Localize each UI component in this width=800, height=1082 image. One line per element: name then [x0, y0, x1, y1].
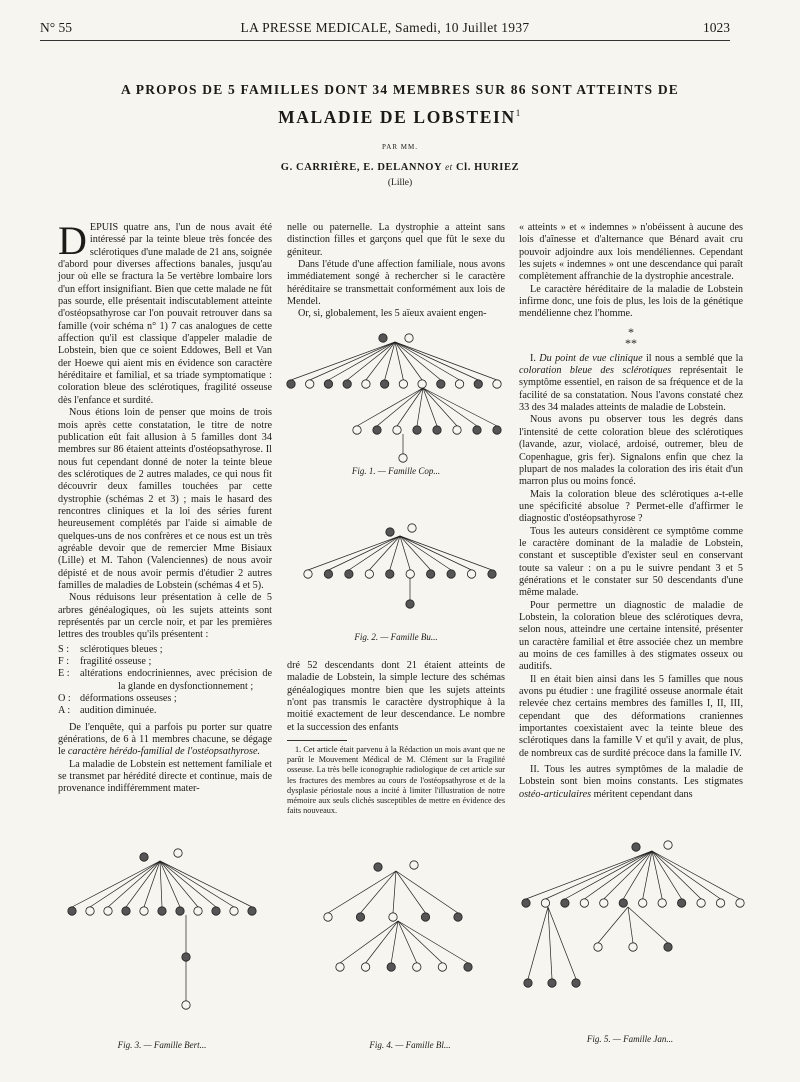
pedigree-node: [580, 899, 588, 907]
pedigree-link: [652, 851, 721, 899]
pedigree-link: [423, 388, 497, 426]
legend-item: [58, 644, 272, 656]
pedigree-link: [584, 851, 652, 899]
pedigree-node: [212, 907, 220, 915]
pedigree-node: [488, 570, 496, 578]
pedigree-node: [379, 334, 387, 342]
pedigree-node: [405, 334, 413, 342]
article-title-line2: [0, 107, 800, 128]
pedigree-node: [437, 380, 445, 388]
author-1: G. CARRIÈRE, E. DELANNOY: [280, 162, 442, 173]
pedigree-link: [160, 861, 252, 907]
emphasis: caractère hérédo-familial de l'ostéopsathyrose.: [67, 746, 261, 758]
legend-key: F :: [58, 656, 70, 668]
pedigree-node: [410, 861, 418, 869]
pedigree-link: [357, 388, 423, 426]
pedigree-node: [413, 963, 421, 971]
pedigree-node: [541, 899, 549, 907]
pedigree-link: [328, 536, 400, 570]
pedigree-node: [182, 1001, 190, 1009]
pedigree-link: [652, 851, 682, 899]
section-asterism: * **: [625, 324, 637, 350]
paragraph: Pour permettre un diagnostic de maladie de Lobstein, la coloration bleue des sclérotiques devra, selon nous, atteindre une certaine intensité, présenter un caractère familial et être associée chez un membre au moins de ces familles à des stigmates osseux ou auditifs.: [519, 599, 743, 673]
pedigree-node: [324, 380, 332, 388]
pedigree-link: [393, 871, 396, 913]
pedigree-node: [406, 600, 414, 608]
pedigree-node: [464, 963, 472, 971]
pedigree-link: [400, 536, 492, 570]
opening-word: EPUIS: [89, 222, 119, 233]
pedigree-link: [628, 907, 633, 943]
legend-item: [58, 668, 272, 693]
paragraph: Le caractère héréditaire de la maladie de Lobstein infirme donc, une fois de plus, les lois de la génétique mendélienne chez l'homme.: [519, 283, 743, 320]
pedigree-link: [628, 907, 668, 943]
pedigree-node: [374, 863, 382, 871]
pedigree-link: [417, 388, 423, 426]
pedigree-figure-3: [62, 845, 262, 1025]
pedigree-node: [380, 380, 388, 388]
pedigree-link: [398, 921, 442, 963]
pedigree-link: [652, 851, 662, 899]
pedigree-node: [386, 570, 394, 578]
pedigree-node: [455, 380, 463, 388]
article-title-line1: A PROPOS DE 5 FAMILLES DONT 34 MEMBRES SUR 86 SONT ATTEINTS DE: [121, 82, 679, 97]
legend-item: [58, 705, 272, 717]
pedigree-link: [545, 851, 652, 899]
pedigree-node: [336, 963, 344, 971]
pedigree-link: [398, 921, 468, 963]
authors: [0, 162, 800, 173]
figure-caption-4: Fig. 4. — Famille Bl...: [369, 1040, 451, 1050]
pedigree-link: [565, 851, 652, 899]
column-2: [287, 222, 505, 321]
pedigree-link: [652, 851, 701, 899]
pedigree-node: [433, 426, 441, 434]
pedigree-node: [86, 907, 94, 915]
pedigree-link: [400, 536, 451, 570]
pedigree-node: [467, 570, 475, 578]
pedigree-link: [126, 861, 160, 907]
pedigree-link: [160, 861, 234, 907]
pedigree-node: [122, 907, 130, 915]
pedigree-node: [345, 570, 353, 578]
pedigree-link: [385, 342, 395, 380]
author-conjunction: et: [445, 162, 453, 172]
pedigree-node: [493, 426, 501, 434]
legend-value: audition diminuée.: [80, 705, 157, 717]
pedigree-link: [340, 921, 398, 963]
pedigree-node: [474, 380, 482, 388]
pedigree-node: [387, 963, 395, 971]
pedigree-link: [377, 388, 423, 426]
paragraph: Nous avons pu observer tous les degrés dans l'intensité de cette coloration bleue des sclérotiques (lavande, azur, violacé, ardoisé, outremer, bleu de Copenhague, gris fer). Signalons enfin que chez la plupart de nos malades la coloration des iris était d'un marron plus ou moins foncé.: [519, 414, 743, 488]
footnote-mark: 1: [515, 108, 522, 119]
paragraph: [58, 722, 272, 759]
pedigree-link: [598, 907, 628, 943]
pedigree-link: [548, 907, 552, 979]
paragraph: Mais la coloration bleue des sclérotiques a-t-elle une spécificité absolue ? Permet-elle d'affirmer le diagnostic d'ostéopsathyrose ?: [519, 488, 743, 525]
pedigree-node: [639, 899, 647, 907]
pedigree-link: [160, 861, 180, 907]
pedigree-node: [176, 907, 184, 915]
pedigree-node: [140, 907, 148, 915]
symptom-legend: [58, 644, 272, 718]
pedigree-link: [423, 388, 437, 426]
pedigree-link: [349, 536, 400, 570]
pedigree-node: [343, 380, 351, 388]
pedigree-node: [421, 913, 429, 921]
paragraph: [58, 218, 272, 407]
paragraph: La maladie de Lobstein est nettement familiale et se transmet par hérédité directe et continue, mais de provenance indifféremment mater-: [58, 758, 272, 795]
pedigree-link: [328, 342, 395, 380]
paragraph-text: quatre ans, l'un de nous avait été intéressé par la teinte bleue très foncée des sclérotiques d'une malade de 21 ans, soignée d'abord pour diverses affections banales, jusqu'au jour où elle se fractura la 5e vertèbre lombaire lors d'un effort insignifiant. Bien que cette malade ne fût pas sourde, elle présentait indiscutablement atteinte d'ostéopsathyrose car l'on pouvait retrouver dans sa famille (voir schéma n° 1) 7 cas analogues de cette affection qu'il est classique d'appeler maladie de Lobstein, bien que ce soient Eddowes, Bell et Van der Hoewe qui aient mis en évidence son caractère héréditaire et familial, et sa triade symptomatique : coloration bleue des sclérotiques, fragilité osseuse dès l'enfance et surdité.: [58, 222, 272, 406]
pedigree-node: [619, 899, 627, 907]
legend-item: [58, 693, 272, 705]
paragraph: Dans l'étude d'une affection familiale, nous avons immédiatement songé à rechercher si le caractère héréditaire se transmettait conformément aux lois de Mendel.: [287, 259, 505, 308]
pedigree-link: [395, 342, 460, 380]
pedigree-node: [248, 907, 256, 915]
pedigree-node: [548, 979, 556, 987]
paragraph: nelle ou paternelle. La dystrophie a atteint sans distinction filles et garçons quel que fût le sexe du géniteur.: [287, 222, 505, 258]
pedigree-node: [287, 380, 295, 388]
pedigree-link: [397, 388, 423, 426]
legend-item: [58, 656, 272, 668]
pedigree-link: [347, 342, 395, 380]
pedigree-link: [90, 861, 160, 907]
pedigree-figure-1: [283, 328, 511, 478]
pedigree-link: [528, 907, 548, 979]
pedigree-node: [413, 426, 421, 434]
paragraph-text: il nous a semblé que la: [642, 352, 743, 364]
pedigree-node: [373, 426, 381, 434]
footnote: [287, 745, 505, 816]
issue-number: N° 55: [40, 20, 73, 35]
pedigree-node: [408, 524, 416, 532]
pedigree-node: [447, 570, 455, 578]
legend-value: fragilité osseuse ;: [80, 656, 152, 668]
pedigree-link: [396, 871, 458, 913]
paragraph: [519, 764, 743, 801]
pedigree-figure-5: [518, 835, 748, 1015]
pedigree-link: [395, 342, 478, 380]
footnote-rule: [287, 740, 347, 741]
pedigree-node: [324, 570, 332, 578]
pedigree-node: [736, 899, 744, 907]
pedigree-link: [310, 342, 395, 380]
pedigree-link: [291, 342, 395, 380]
pedigree-link: [366, 921, 398, 963]
emphasis: ostéo-articulaires: [519, 788, 592, 800]
legend-key: S :: [58, 643, 70, 655]
pedigree-link: [361, 871, 397, 913]
pedigree-link: [160, 861, 162, 907]
pedigree-node: [664, 841, 672, 849]
title-text: MALADIE DE LOBSTEIN: [278, 107, 516, 127]
pedigree-node: [324, 913, 332, 921]
figure-caption-1: Fig. 1. — Famille Cop...: [351, 466, 441, 476]
pedigree-link: [423, 388, 457, 426]
pedigree-node: [454, 913, 462, 921]
pedigree-node: [174, 849, 182, 857]
pedigree-link: [652, 851, 740, 899]
pedigree-node: [353, 426, 361, 434]
pedigree-node: [365, 570, 373, 578]
pedigree-link: [366, 342, 395, 380]
pedigree-node: [524, 979, 532, 987]
pedigree-link: [160, 861, 198, 907]
pedigree-node: [104, 907, 112, 915]
emphasis: Du point de vue clinique: [539, 352, 643, 364]
pedigree-node: [453, 426, 461, 434]
paragraph: Or, si, globalement, les 5 aïeux avaient engen-: [298, 308, 487, 320]
paragraph-text: représentait le symptôme essentiel, en raison de sa fréquence et de la facilité de sa constatation. Nous l'avons constaté chez 33 des 34 malades atteints de maladie de Lobstein.: [519, 365, 743, 414]
paragraph: dré 52 descendants dont 21 étaient atteints de maladie de Lobstein, la simple lecture des schémas généalogiques montre bien que les sujets atteints n'ont pas transmis le caractère dystrophique à la moitié exactement de leur descendance. Le nombre et la succession des enfants: [287, 660, 505, 733]
figure-caption-3: Fig. 3. — Famille Bert...: [117, 1040, 207, 1050]
pedigree-node: [561, 899, 569, 907]
pedigree-node: [697, 899, 705, 907]
pedigree-node: [361, 963, 369, 971]
paragraph: [519, 353, 743, 415]
pedigree-node: [158, 907, 166, 915]
pedigree-link: [396, 871, 426, 913]
legend-value: sclérotiques bleues ;: [80, 643, 163, 655]
legend-value: altérations endocriniennes, avec précision de la glande en dysfonctionnement ;: [80, 668, 272, 692]
pedigree-node: [418, 380, 426, 388]
legend-key: E :: [58, 668, 70, 680]
page-number: 1023: [703, 20, 730, 35]
pedigree-link: [390, 536, 400, 570]
pedigree-node: [194, 907, 202, 915]
section-number: I.: [530, 352, 540, 364]
pedigree-node: [356, 913, 364, 921]
paragraph: Il en était bien ainsi dans les 5 familles que nous avons pu étudier : une fragilité osseuse anormale était relevée chez certains membres des familles I, II, III, cependant que des déformations craniennes importantes coexistaient avec la teinte bleue des sclérotiques dans la famille V et qu'il y avait, de plus, de nombreux cas de surdité précoce dans la famille IV.: [519, 673, 743, 759]
pedigree-link: [526, 851, 652, 899]
legend-key: O :: [58, 693, 71, 705]
pedigree-node: [716, 899, 724, 907]
pedigree-link: [398, 921, 417, 963]
pedigree-node: [572, 979, 580, 987]
paragraph: « atteints » et « indemnes » n'obéissent à aucune des lois d'aînesse et d'alternance que Bénard avait cru pouvoir adjoindre aux lois mendéliennes. Cependant les sujets « indemnes » ont une descendance qui paraît complètement affranchie de la dystrophie ancestrale.: [519, 222, 743, 283]
pedigree-node: [426, 570, 434, 578]
pedigree-link: [391, 921, 398, 963]
pedigree-node: [182, 953, 190, 961]
pedigree-node: [230, 907, 238, 915]
affiliation-city: (Lille): [387, 178, 413, 188]
drop-cap: D: [58, 218, 87, 263]
running-header: [40, 20, 730, 38]
pedigree-node: [473, 426, 481, 434]
paragraph: Tous les auteurs considèrent ce symptôme comme le caractère dominant de la maladie de Lobstein, constant et susceptible d'exister seul en conservant toute sa valeur : on a pu le suivre pendant 3 et 5 générations et le constater sur 50 descendants d'une même malade.: [519, 525, 743, 599]
pedigree-node: [386, 528, 394, 536]
pedigree-node: [389, 913, 397, 921]
pedigree-link: [400, 536, 472, 570]
pedigree-node: [664, 943, 672, 951]
pedigree-link: [548, 907, 576, 979]
legend-key: A :: [58, 705, 71, 717]
pedigree-link: [328, 871, 396, 913]
author-2: Cl. HURIEZ: [456, 162, 520, 173]
paragraph-text: méritent cependant dans: [591, 788, 693, 800]
pedigree-link: [308, 536, 400, 570]
paragraph: Nous étions loin de penser que moins de trois mois après cette constatation, le titre de notre publication eût fait allusion à 5 familles dont 34 membres sur 86 étaient atteints d'ostéopsathyrose. Il nous fut cependant donné de noter la teinte bleue des sclérotiques de 2 autres malades, ce qui nous fit découvrir deux familles touchées par cette dystrophie (schémas 2 et 3) ; mais le hasard des rencontres cliniques et la loi des séries furent heureusement complétés par l'aide si aimable de quelques-uns de nos confrères et ce nous est un très agréable devoir que de remercier Mme Bisiaux (Lille) et M. Tahon (Valenciennes) de nous avoir dépisté et de nous avoir permis d'étudier 2 autres familles de maladies de Lobstein (schémas 4 et 5).: [58, 407, 272, 591]
column-1: [58, 218, 272, 796]
pedigree-node: [493, 380, 501, 388]
column-2-lower: [287, 660, 505, 816]
pedigree-link: [400, 536, 410, 570]
pedigree-link: [423, 388, 477, 426]
pedigree-node: [658, 899, 666, 907]
figure-caption-2: Fig. 2. — Famille Bu...: [354, 632, 438, 642]
pedigree-node: [304, 570, 312, 578]
pedigree-node: [399, 380, 407, 388]
figure-caption-5: Fig. 5. — Famille Jan...: [586, 1034, 674, 1044]
pedigree-node: [438, 963, 446, 971]
pedigree-figure-2: [300, 520, 500, 620]
pedigree-node: [362, 380, 370, 388]
emphasis: coloration bleue des sclérotiques: [519, 365, 672, 377]
paragraph-text: De l'enquête, qui a parfois pu porter sur quatre générations, de 6 à 11 membres chacune, se dégage le: [58, 721, 272, 758]
pedigree-node: [68, 907, 76, 915]
pedigree-node: [399, 454, 407, 462]
column-3: [519, 222, 743, 801]
pedigree-node: [594, 943, 602, 951]
pedigree-node: [522, 899, 530, 907]
pedigree-node: [393, 426, 401, 434]
pedigree-link: [395, 342, 497, 380]
pedigree-node: [632, 843, 640, 851]
pedigree-node: [677, 899, 685, 907]
pedigree-figure-4: [318, 855, 498, 1005]
legend-value: déformations osseuses ;: [80, 693, 177, 705]
paragraph-text: II. Tous les autres symptômes de la maladie de Lobstein sont bien moins constants. Les stigmates: [519, 764, 743, 788]
journal-title: LA PRESSE MEDICALE, Samedi, 10 Juillet 1937: [240, 20, 530, 35]
byline-par: PAR MM.: [382, 143, 418, 151]
footnote-text: 1. Cet article était parvenu à la Rédaction un mois avant que ne parût le Mouvement Médical de M. Clément sur la Fragilité osseuse. La très belle iconographie radiologique de cet article sur les fractures des membres au cours de l'ostéopsathyrose et de la dysplasie périostale nous a incité à limiter l'illustration de notre mémoire aux seuls clichés susceptibles de mettre en évidence des faits nouveaux.: [287, 745, 505, 816]
header-rule: [40, 40, 730, 41]
pedigree-node: [140, 853, 148, 861]
paragraph: Nous réduisons leur présentation à celle de 5 arbres généalogiques, où les sujets atteints sont représentés par un cercle noir, et par les premières lettres des troubles qu'ils présentent :: [58, 592, 272, 641]
pedigree-node: [629, 943, 637, 951]
pedigree-node: [600, 899, 608, 907]
pedigree-link: [160, 861, 216, 907]
pedigree-node: [406, 570, 414, 578]
pedigree-node: [306, 380, 314, 388]
